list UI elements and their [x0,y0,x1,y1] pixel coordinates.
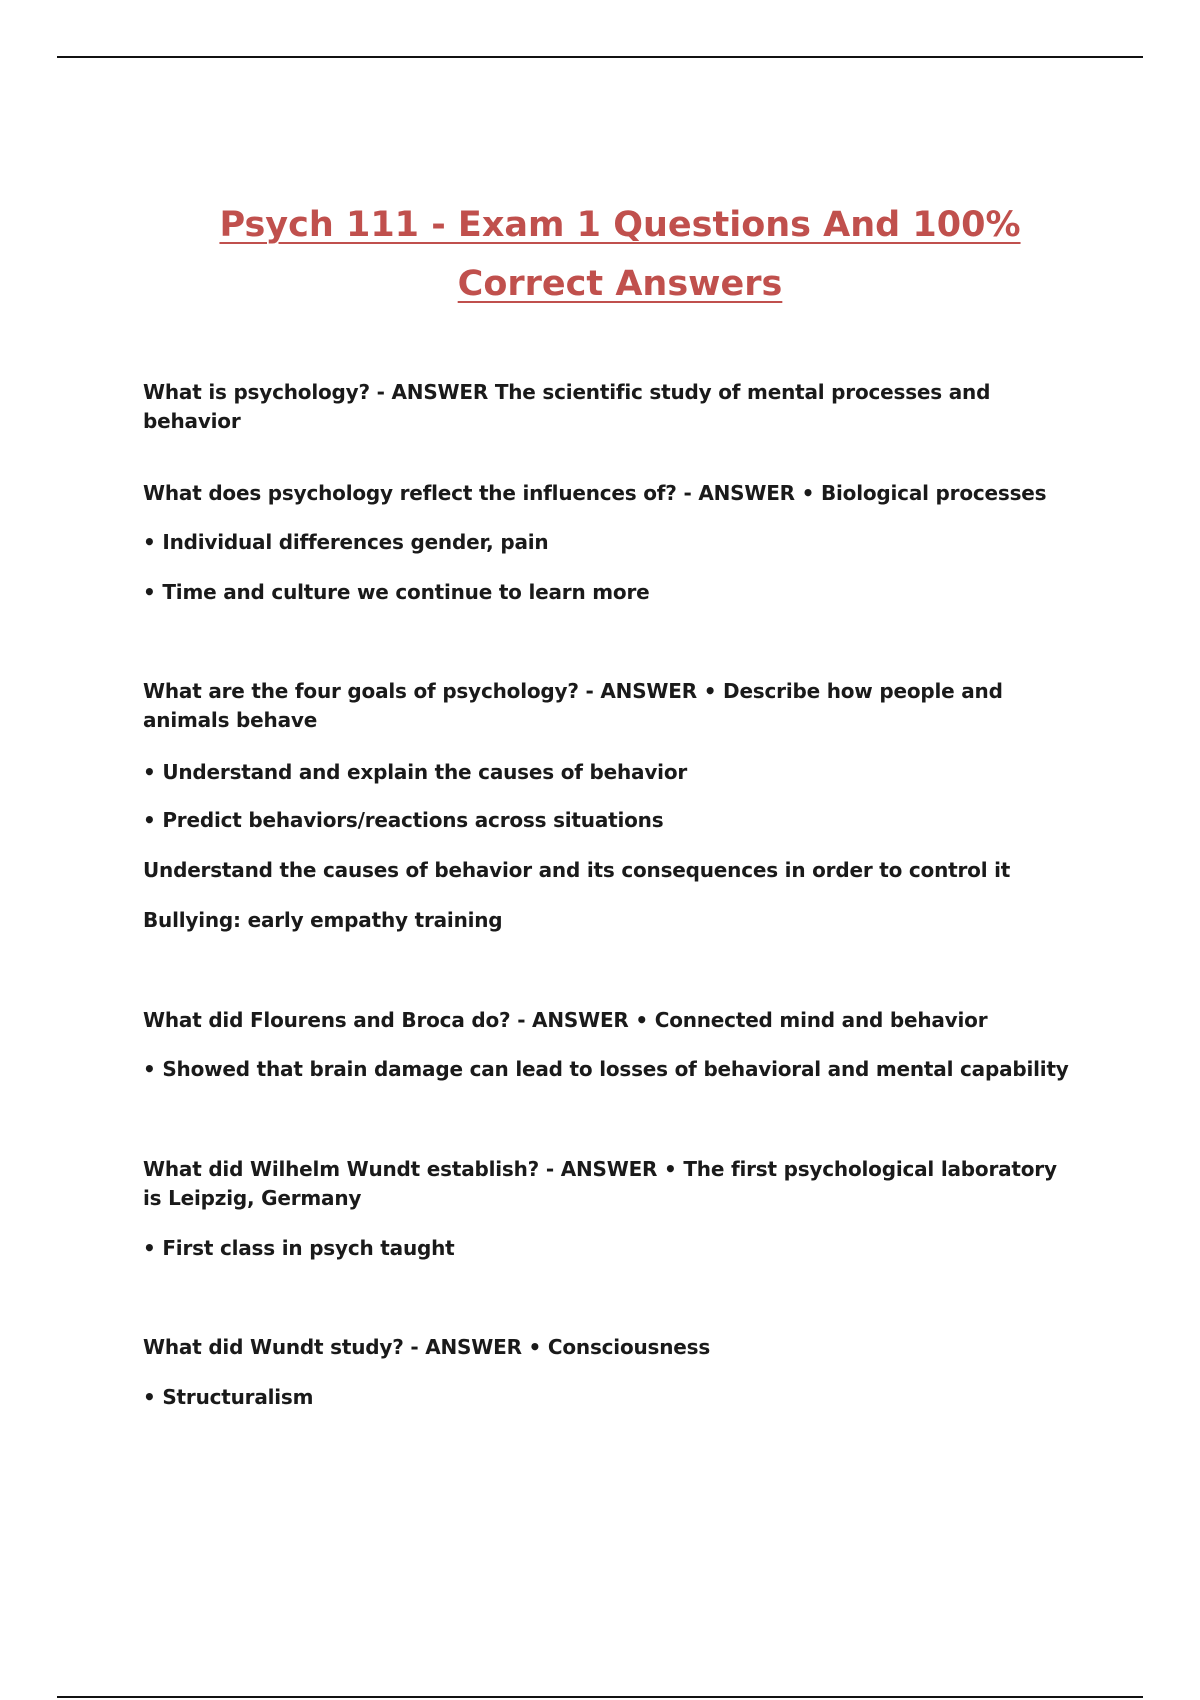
qa-line: What does psychology reflect the influences of? - ANSWER • Biological processes [143,481,1047,505]
bullet-line: • Showed that brain damage can lead to losses of behavioral and mental capability [143,1057,1069,1081]
text-line: Understand the causes of behavior and its consequences in order to control it [143,858,1011,882]
text-line: Bullying: early empathy training [143,908,503,932]
bullet-line: • Individual differences gender, pain [143,530,549,554]
title-line-2: Correct Answers [457,264,783,304]
bullet-line: • Structuralism [143,1385,314,1409]
bullet-line: • Time and culture we continue to learn more [143,580,650,604]
qa-line: What did Flourens and Broca do? - ANSWER • Connected mind and behavior [143,1008,988,1032]
top-rule [57,56,1143,58]
qa-line: What did Wundt study? - ANSWER • Consciousness [143,1335,711,1359]
bottom-rule [57,1696,1143,1698]
document-title [100,196,1140,314]
bullet-line: • Predict behaviors/reactions across situations [143,808,664,832]
qa-line: What are the four goals of psychology? - ANSWER • Describe how people and animals behave [143,679,1003,732]
qa-line: What is psychology? - ANSWER The scientific study of mental processes and behavior [143,380,991,433]
bullet-line: • Understand and explain the causes of behavior [143,760,688,784]
qa-line: What did Wilhelm Wundt establish? - ANSWER • The first psychological laboratory is Leipzig, Germany [143,1157,1057,1210]
bullet-line: • First class in psych taught [143,1236,455,1260]
title-line-1: Psych 111 - Exam 1 Questions And 100% [219,205,1021,245]
